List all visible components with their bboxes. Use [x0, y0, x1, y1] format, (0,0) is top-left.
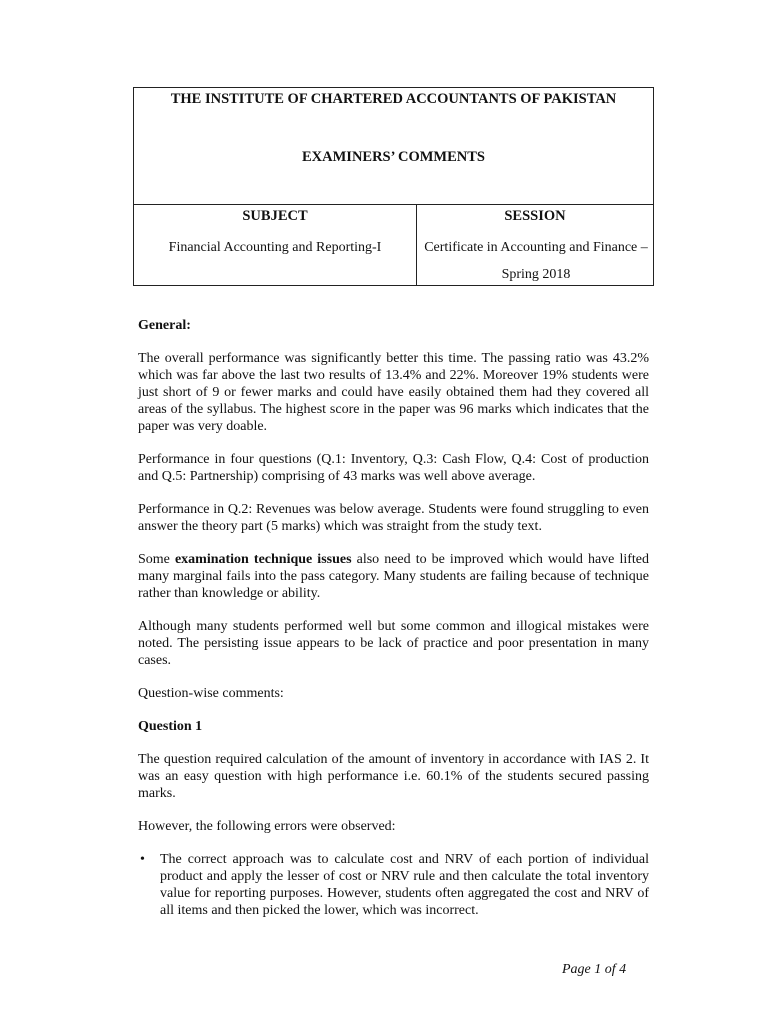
paragraph-technique-issues [138, 551, 649, 602]
session-value: Certificate in Accounting and Finance – Spring 2018 [424, 240, 648, 282]
organization-title: THE INSTITUTE OF CHARTERED ACCOUNTANTS OF PAKISTAN [170, 91, 617, 107]
paragraph-q2-revenues: Performance in Q.2: Revenues was below average. Students were found struggling to even answer the theory part (5 marks) which was straight from the study text. [138, 502, 649, 534]
document-title: EXAMINERS’ COMMENTS [302, 149, 485, 165]
header-title-cell [134, 88, 653, 205]
session-cell [417, 205, 653, 286]
error-list [138, 851, 649, 919]
page-number: Page 1 of 4 [562, 962, 627, 977]
session-label: SESSION [504, 208, 566, 224]
subject-value: Financial Accounting and Reporting-I [168, 240, 382, 255]
header-table [133, 87, 654, 286]
list-item [138, 851, 649, 919]
technique-text-pre: Some [138, 552, 175, 567]
errors-intro: However, the following errors were observed: [138, 819, 396, 834]
general-heading: General: [138, 318, 191, 333]
list-item-text: The correct approach was to calculate cost and NRV of each portion of individual product and apply the lesser of cost or NRV rule and then calculate the total inventory value for reporting purposes. However, students often aggregated the cost and NRV of all items and then picked the lower, which was incorrect. [160, 852, 649, 918]
paragraph-question-1: The question required calculation of the amount of inventory in accordance with IAS 2. It was an easy question with high performance i.e. 60.1% of the students secured passing marks. [138, 752, 649, 801]
question-1-heading: Question 1 [138, 719, 203, 734]
technique-text-post: also need to be improved which would have lifted many marginal fails into the pass category. Many students are failing because of technique rather than knowledge or ability. [138, 552, 649, 601]
paragraph-common-mistakes: Although many students performed well but some common and illogical mistakes were noted. The persisting issue appears to be lack of practice and poor presentation in many cases. [138, 619, 649, 668]
paragraph-four-questions: Performance in four questions (Q.1: Inventory, Q.3: Cash Flow, Q.4: Cost of production and Q.5: Partnership) comprising of 43 marks was well above average. [138, 452, 649, 484]
technique-text-bold: examination technique issues [174, 552, 352, 567]
question-wise-label: Question-wise comments: [138, 686, 284, 701]
bullet-icon: • [140, 852, 145, 867]
subject-label: SUBJECT [242, 208, 308, 224]
paragraph-overall-performance: The overall performance was significantly better this time. The passing ratio was 43.2% which was far above the last two results of 13.4% and 22%. Moreover 19% students were just short of 9 or fewer marks and could have easily obtained them had they covered all areas of the syllabus. The highest score in the paper was 96 marks which indicates that the paper was very doable. [138, 351, 649, 434]
document-body [138, 317, 649, 919]
subject-cell [134, 205, 417, 286]
